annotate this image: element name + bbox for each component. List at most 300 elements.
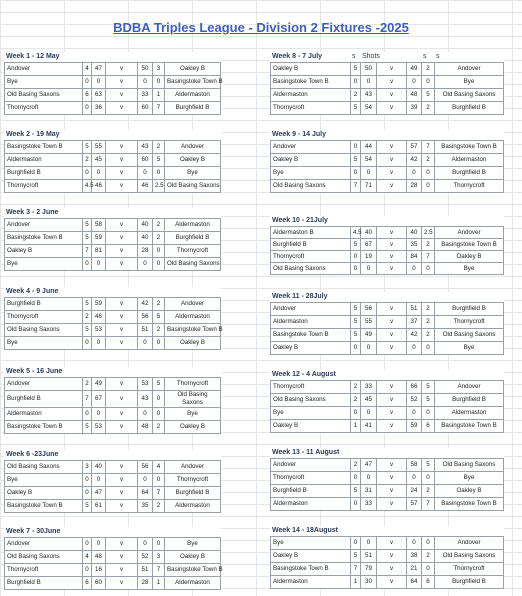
table-row <box>271 394 504 407</box>
away-shots: 28 <box>138 245 153 258</box>
table-row <box>271 167 504 180</box>
home-team: Bye <box>5 337 83 350</box>
versus: v <box>377 251 407 263</box>
away-team: Thornycroft <box>435 180 504 193</box>
fixtures-table <box>270 302 504 355</box>
home-shots: 55 <box>92 141 106 154</box>
week-block <box>4 130 221 193</box>
home-team: Basingstoke Town B <box>271 329 351 342</box>
week-block <box>270 370 504 433</box>
away-points: 0 <box>153 391 165 408</box>
home-team: Thornycroft <box>271 381 351 394</box>
home-points: 0 <box>351 472 361 485</box>
home-shots: 0 <box>361 167 377 180</box>
away-shots: 42 <box>407 154 422 167</box>
week-block <box>4 287 221 350</box>
versus: v <box>377 498 407 511</box>
away-shots: 52 <box>407 394 422 407</box>
home-team: Andover <box>271 141 351 154</box>
home-shots: 0 <box>361 76 377 89</box>
home-shots: 46 <box>92 311 106 324</box>
table-row <box>271 407 504 420</box>
home-points: 0 <box>83 167 92 180</box>
home-shots: 0 <box>361 472 377 485</box>
home-shots: 16 <box>92 564 106 577</box>
away-points: 0 <box>153 167 165 180</box>
home-team: Thornycroft <box>5 180 83 193</box>
away-team: Aldermaston <box>165 577 221 590</box>
away-shots: 59 <box>407 420 422 433</box>
away-points: 2 <box>153 500 165 513</box>
home-team: Aldermaston <box>271 576 351 589</box>
week-label: Week 13 - 11 August <box>272 449 340 456</box>
away-points: 0 <box>422 263 435 275</box>
away-team: Old Basing Saxons <box>435 459 504 472</box>
table-row <box>5 63 221 76</box>
fixtures-table <box>4 537 221 590</box>
away-shots: 60 <box>138 102 153 115</box>
home-points: 1 <box>351 420 361 433</box>
away-points: 2 <box>153 324 165 337</box>
home-shots: 45 <box>92 154 106 167</box>
away-shots: 51 <box>138 564 153 577</box>
home-shots: 59 <box>92 232 106 245</box>
away-shots: 0 <box>407 537 422 550</box>
away-shots: 60 <box>138 154 153 167</box>
away-points: 2 <box>422 102 435 115</box>
home-points: 7 <box>351 563 361 576</box>
away-team: Old Basing Saxons <box>165 391 221 408</box>
away-shots: 0 <box>138 76 153 89</box>
home-team: Bye <box>271 167 351 180</box>
away-shots: 58 <box>407 459 422 472</box>
away-shots: 40 <box>138 232 153 245</box>
home-team: Aldermaston <box>271 89 351 102</box>
home-shots: 60 <box>92 577 106 590</box>
away-shots: 42 <box>407 329 422 342</box>
away-team: Old Basing Saxons <box>165 258 221 271</box>
away-points: 2 <box>422 154 435 167</box>
home-points: 5 <box>83 298 92 311</box>
home-points: 1 <box>351 576 361 589</box>
away-shots: 28 <box>407 180 422 193</box>
away-team: Burghfield B <box>435 576 504 589</box>
away-shots: 0 <box>407 407 422 420</box>
away-points: 5 <box>153 311 165 324</box>
away-shots: 37 <box>407 316 422 329</box>
table-row <box>5 102 221 115</box>
away-team: Burghfield B <box>435 102 504 115</box>
home-team: Burghfield B <box>5 167 83 180</box>
home-shots: 44 <box>361 141 377 154</box>
week-block <box>4 208 221 271</box>
away-team: Oakley B <box>165 154 221 167</box>
table-row <box>271 563 504 576</box>
table-row <box>271 329 504 342</box>
table-row <box>271 263 504 275</box>
away-shots: 40 <box>407 227 422 239</box>
away-team: Bye <box>435 263 504 275</box>
home-shots: 51 <box>361 550 377 563</box>
away-points: 2 <box>422 550 435 563</box>
home-points: 5 <box>351 316 361 329</box>
versus: v <box>106 378 138 391</box>
home-team: Oakley B <box>5 487 83 500</box>
column-header: s <box>423 53 427 60</box>
table-row <box>271 420 504 433</box>
home-points: 2 <box>351 381 361 394</box>
versus: v <box>377 167 407 180</box>
away-shots: 43 <box>138 141 153 154</box>
away-points: 7 <box>153 102 165 115</box>
home-team: Bye <box>5 258 83 271</box>
week-label: Week 10 - 21July <box>272 217 328 224</box>
home-shots: 61 <box>92 500 106 513</box>
away-team: Burghfield B <box>165 102 221 115</box>
away-points: 5 <box>422 394 435 407</box>
away-points: 5 <box>422 89 435 102</box>
home-points: 2 <box>351 89 361 102</box>
week-block <box>4 450 221 513</box>
table-row <box>271 316 504 329</box>
versus: v <box>106 76 138 89</box>
table-row <box>271 76 504 89</box>
home-team: Burghfield B <box>271 485 351 498</box>
home-team: Thornycroft <box>271 251 351 263</box>
table-row <box>5 538 221 551</box>
versus: v <box>377 472 407 485</box>
table-row <box>5 76 221 89</box>
home-shots: 0 <box>92 258 106 271</box>
home-shots: 67 <box>92 391 106 408</box>
away-team: Andover <box>435 381 504 394</box>
away-team: Aldermaston <box>435 154 504 167</box>
home-shots: 31 <box>361 485 377 498</box>
away-team: Andover <box>435 227 504 239</box>
away-points: 3 <box>153 63 165 76</box>
home-points: 2 <box>83 311 92 324</box>
week-heading <box>270 370 504 380</box>
home-shots: 0 <box>361 537 377 550</box>
home-points: 0 <box>351 76 361 89</box>
home-points: 0 <box>83 337 92 350</box>
versus: v <box>377 550 407 563</box>
week-label: Week 9 - 14 July <box>272 131 326 138</box>
away-points: 2 <box>153 141 165 154</box>
away-shots: 0 <box>138 167 153 180</box>
table-row <box>5 180 221 193</box>
versus: v <box>106 167 138 180</box>
home-team: Thornycroft <box>5 564 83 577</box>
away-team: Andover <box>435 537 504 550</box>
away-points: 0 <box>422 537 435 550</box>
versus: v <box>106 337 138 350</box>
week-block <box>270 526 504 589</box>
versus: v <box>106 311 138 324</box>
away-shots: 0 <box>407 342 422 355</box>
away-team: Bye <box>435 472 504 485</box>
table-row <box>5 232 221 245</box>
week-label: Week 1 - 12 May <box>6 53 60 60</box>
table-row <box>271 180 504 193</box>
home-team: Old Basing Saxons <box>271 180 351 193</box>
home-shots: 0 <box>92 337 106 350</box>
week-label: Week 6 -23June <box>6 451 59 458</box>
away-team: Basingstoke Town B <box>435 239 504 251</box>
week-heading <box>270 130 504 140</box>
home-points: 2 <box>83 154 92 167</box>
away-points: 0 <box>422 342 435 355</box>
away-shots: 38 <box>407 550 422 563</box>
home-shots: 49 <box>92 378 106 391</box>
home-shots: 0 <box>361 407 377 420</box>
home-points: 5 <box>351 303 361 316</box>
column-header: s <box>436 53 440 60</box>
home-team: Old Basing Saxons <box>271 263 351 275</box>
table-row <box>5 378 221 391</box>
fixtures-table <box>4 460 221 513</box>
away-shots: 66 <box>407 381 422 394</box>
fixtures-table <box>4 140 221 193</box>
home-shots: 56 <box>361 303 377 316</box>
away-points: 2 <box>422 329 435 342</box>
away-points: 2 <box>153 421 165 434</box>
home-points: 0 <box>351 342 361 355</box>
away-shots: 24 <box>407 485 422 498</box>
home-team: Basingstoke Town B <box>271 563 351 576</box>
home-shots: 47 <box>361 459 377 472</box>
home-shots: 0 <box>92 408 106 421</box>
away-team: Basingstoke Town B <box>165 324 221 337</box>
home-shots: 53 <box>92 421 106 434</box>
week-block <box>4 527 221 590</box>
away-points: 0 <box>422 407 435 420</box>
versus: v <box>106 141 138 154</box>
home-points: 5 <box>351 485 361 498</box>
week-label: Week 11 - 28July <box>272 293 328 300</box>
away-team: Aldermaston <box>165 89 221 102</box>
home-team: Bye <box>5 474 83 487</box>
versus: v <box>106 474 138 487</box>
home-team: Basingstoke Town B <box>5 500 83 513</box>
away-points: 0 <box>422 76 435 89</box>
week-label: Week 12 - 4 August <box>272 371 336 378</box>
home-team: Thornycroft <box>5 311 83 324</box>
home-team: Andover <box>5 378 83 391</box>
fixtures-table <box>270 536 504 589</box>
home-shots: 0 <box>92 538 106 551</box>
home-points: 0 <box>351 167 361 180</box>
away-team: Burghfield B <box>435 303 504 316</box>
fixtures-table <box>270 226 504 275</box>
away-points: 1 <box>153 89 165 102</box>
versus: v <box>377 89 407 102</box>
versus: v <box>377 407 407 420</box>
home-points: 5 <box>83 141 92 154</box>
week-block <box>4 52 221 115</box>
home-team: Andover <box>271 303 351 316</box>
versus: v <box>377 316 407 329</box>
home-team: Bye <box>271 407 351 420</box>
home-points: 0 <box>351 407 361 420</box>
home-points: 5 <box>351 239 361 251</box>
home-points: 0 <box>83 474 92 487</box>
versus: v <box>106 258 138 271</box>
versus: v <box>377 239 407 251</box>
versus: v <box>106 154 138 167</box>
week-heading <box>270 216 504 226</box>
table-row <box>271 102 504 115</box>
away-team: Andover <box>165 298 221 311</box>
home-team: Old Basing Saxons <box>5 89 83 102</box>
table-row <box>271 498 504 511</box>
away-shots: 56 <box>138 461 153 474</box>
table-row <box>5 245 221 258</box>
week-heading <box>4 527 221 537</box>
away-team: Thornycroft <box>435 316 504 329</box>
home-shots: 0 <box>361 263 377 275</box>
week-heading <box>4 130 221 140</box>
home-shots: 41 <box>361 420 377 433</box>
home-points: 7 <box>351 180 361 193</box>
away-team: Burghfield B <box>165 232 221 245</box>
table-row <box>5 474 221 487</box>
week-label: Week 3 - 2 June <box>6 209 59 216</box>
away-team: Bye <box>165 167 221 180</box>
home-points: 5 <box>351 102 361 115</box>
table-row <box>271 154 504 167</box>
away-team: Aldermaston <box>435 407 504 420</box>
away-shots: 33 <box>138 89 153 102</box>
home-shots: 0 <box>92 167 106 180</box>
home-points: 4.5 <box>351 227 361 239</box>
home-team: Andover <box>5 219 83 232</box>
versus: v <box>377 154 407 167</box>
table-row <box>5 391 221 408</box>
away-team: Oakley B <box>165 551 221 564</box>
home-team: Andover <box>271 459 351 472</box>
away-points: 4 <box>153 461 165 474</box>
away-shots: 48 <box>407 89 422 102</box>
fixtures-table <box>4 62 221 115</box>
versus: v <box>106 551 138 564</box>
away-team: Burghfield B <box>435 167 504 180</box>
versus: v <box>377 576 407 589</box>
home-team: Andover <box>5 63 83 76</box>
home-points: 5 <box>351 154 361 167</box>
away-team: Old Basing Saxons <box>435 550 504 563</box>
away-team: Oakley B <box>165 337 221 350</box>
week-block <box>270 448 504 511</box>
week-label: Week 4 - 9 June <box>6 288 59 295</box>
fixtures-table <box>270 62 504 115</box>
home-points: 7 <box>83 391 92 408</box>
away-points: 0 <box>422 167 435 180</box>
table-row <box>271 303 504 316</box>
away-points: 5 <box>422 459 435 472</box>
away-points: 2 <box>153 298 165 311</box>
home-team: Thornycroft <box>5 102 83 115</box>
week-block <box>4 367 221 434</box>
page-title: BDBA Triples League - Division 2 Fixtures -2025 <box>113 20 409 35</box>
home-shots: 19 <box>361 251 377 263</box>
home-points: 5 <box>351 63 361 76</box>
week-block <box>270 292 504 355</box>
versus: v <box>106 245 138 258</box>
away-team: Aldermaston <box>165 219 221 232</box>
home-team: Aldermaston <box>5 154 83 167</box>
away-shots: 0 <box>138 538 153 551</box>
home-shots: 36 <box>92 102 106 115</box>
home-points: 6 <box>83 89 92 102</box>
home-team: Basingstoke Town B <box>5 421 83 434</box>
home-shots: 47 <box>92 487 106 500</box>
away-points: 0 <box>153 538 165 551</box>
home-team: Oakley B <box>271 550 351 563</box>
home-team: Basingstoke Town B <box>271 76 351 89</box>
table-row <box>271 381 504 394</box>
away-team: Bye <box>165 538 221 551</box>
versus: v <box>106 421 138 434</box>
away-team: Oakley B <box>435 251 504 263</box>
away-shots: 51 <box>407 303 422 316</box>
versus: v <box>377 394 407 407</box>
away-points: 7 <box>422 498 435 511</box>
table-row <box>271 485 504 498</box>
home-team: Thornycroft <box>271 102 351 115</box>
away-shots: 52 <box>138 551 153 564</box>
week-block <box>270 52 505 115</box>
away-team: Thornycroft <box>435 563 504 576</box>
away-points: 2 <box>422 316 435 329</box>
table-row <box>5 551 221 564</box>
home-shots: 48 <box>92 551 106 564</box>
table-row <box>271 550 504 563</box>
table-row <box>271 576 504 589</box>
week-heading <box>270 448 504 458</box>
versus: v <box>106 408 138 421</box>
away-shots: 53 <box>138 378 153 391</box>
away-points: 7 <box>422 251 435 263</box>
table-row <box>271 239 504 251</box>
home-shots: 0 <box>92 474 106 487</box>
home-shots: 81 <box>92 245 106 258</box>
week-label: Week 5 - 16 June <box>6 368 63 375</box>
home-shots: 47 <box>92 63 106 76</box>
home-shots: 43 <box>361 89 377 102</box>
away-points: 0 <box>422 180 435 193</box>
home-points: 0 <box>83 487 92 500</box>
away-points: 7 <box>153 564 165 577</box>
versus: v <box>377 102 407 115</box>
home-points: 5 <box>83 324 92 337</box>
table-row <box>271 472 504 485</box>
away-shots: 0 <box>407 472 422 485</box>
away-points: 2 <box>422 239 435 251</box>
week-label: Week 14 - 18August <box>272 527 339 534</box>
home-team: Oakley B <box>5 245 83 258</box>
home-points: 2 <box>83 378 92 391</box>
home-shots: 33 <box>361 498 377 511</box>
away-team: Oakley B <box>435 485 504 498</box>
versus: v <box>106 461 138 474</box>
table-row <box>5 500 221 513</box>
home-shots: 33 <box>361 381 377 394</box>
home-shots: 63 <box>92 89 106 102</box>
versus: v <box>377 537 407 550</box>
versus: v <box>377 76 407 89</box>
away-team: Andover <box>435 63 504 76</box>
